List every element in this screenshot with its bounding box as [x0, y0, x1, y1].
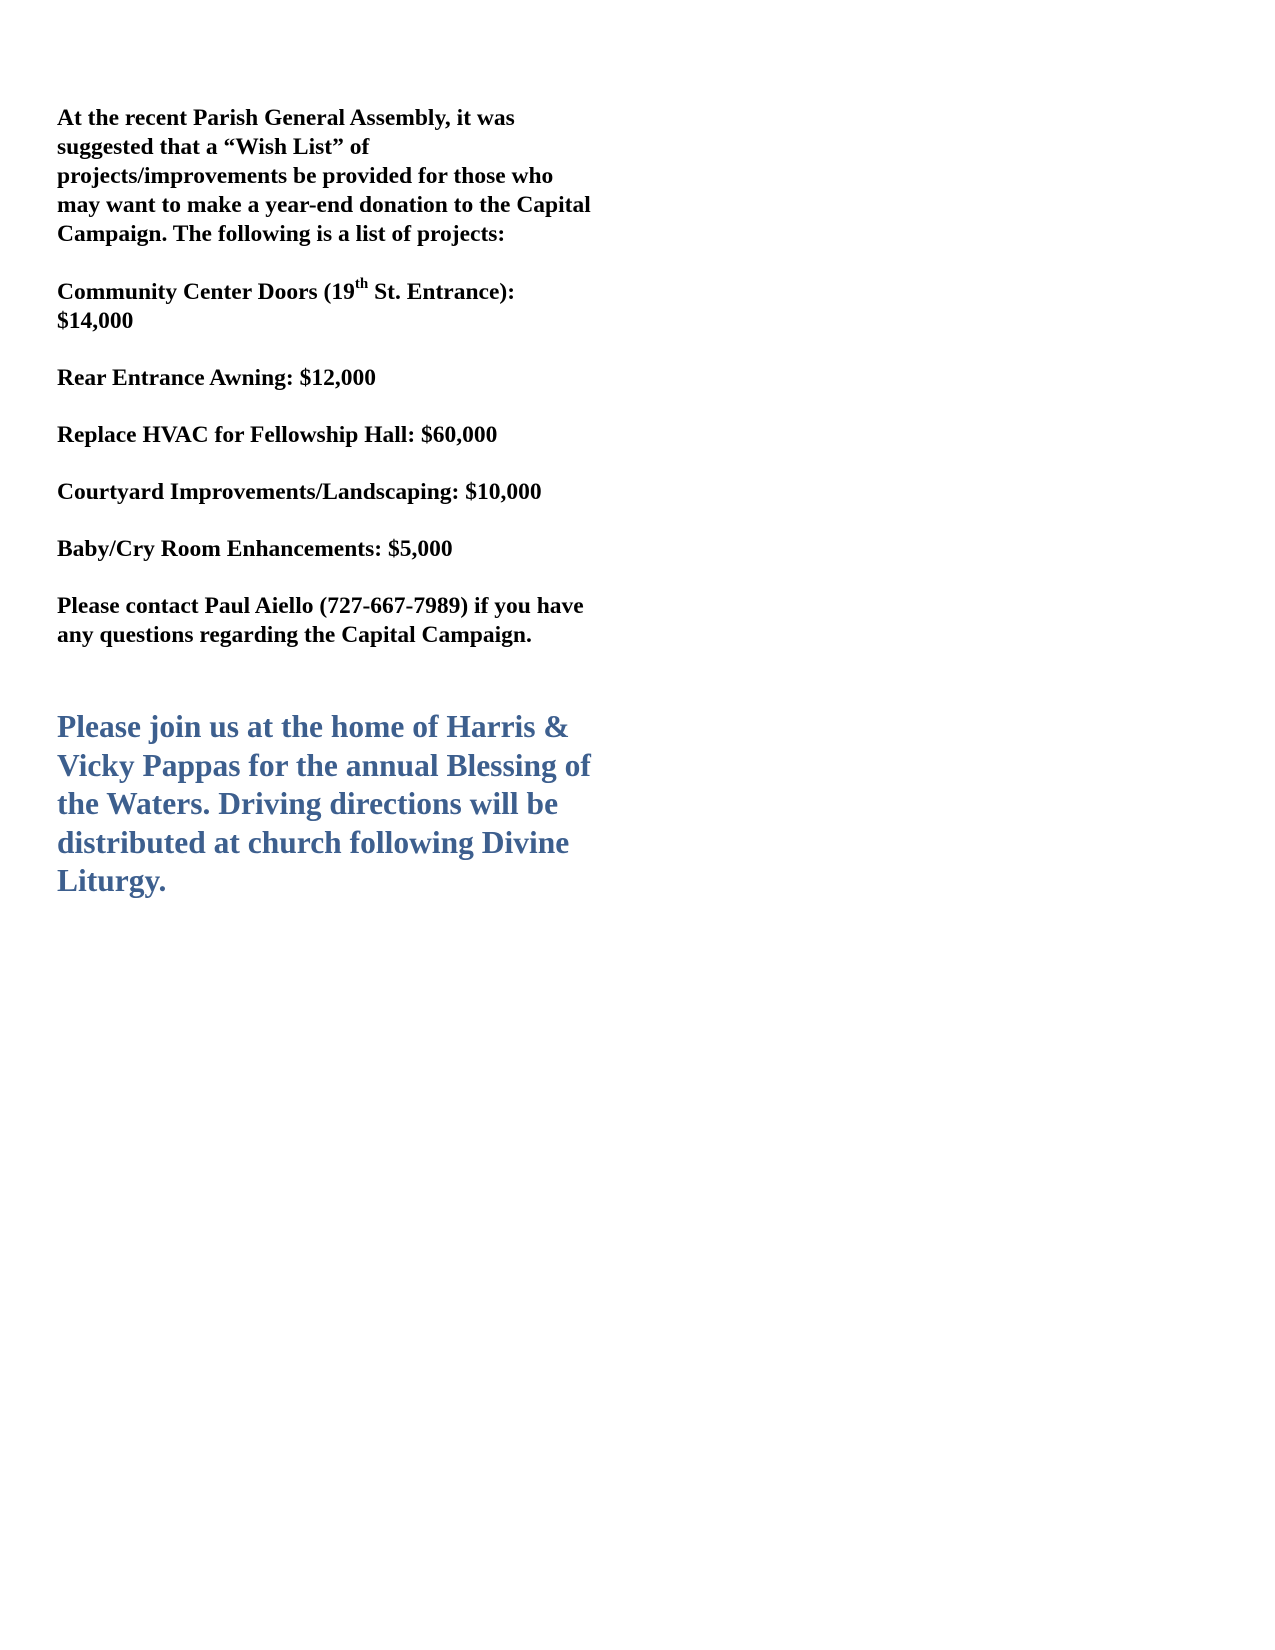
project-item-community-center-doors [57, 278, 597, 336]
project-item-cry-room: Baby/Cry Room Enhancements: $5,000 [57, 536, 453, 562]
contact-paragraph: Please contact Paul Aiello (727-667-7989) if you have any questions regarding the Capital Campaign. [57, 593, 584, 648]
document-page [57, 104, 597, 932]
project-item-hvac: Replace HVAC for Fellowship Hall: $60,000 [57, 422, 498, 448]
project-name-part-1: Community Center Doors (19 [57, 279, 355, 305]
project-name-part-2: St. Entrance): [368, 279, 516, 305]
blessing-of-waters-announcement: Please join us at the home of Harris & Vicky Pappas for the annual Blessing of the Waters. Driving directions will be distributed at church following Divine Liturgy. [57, 709, 591, 898]
intro-paragraph: At the recent Parish General Assembly, it was suggested that a “Wish List” of projects/improvements be provided for those who may want to make a year-end donation to the Capital Campaign. The following is a list of projects: [57, 105, 591, 247]
project-amount: $14,000 [57, 308, 134, 334]
project-item-courtyard: Courtyard Improvements/Landscaping: $10,000 [57, 479, 542, 505]
ordinal-suffix: th [354, 276, 369, 293]
project-item-rear-entrance-awning: Rear Entrance Awning: $12,000 [57, 365, 376, 391]
